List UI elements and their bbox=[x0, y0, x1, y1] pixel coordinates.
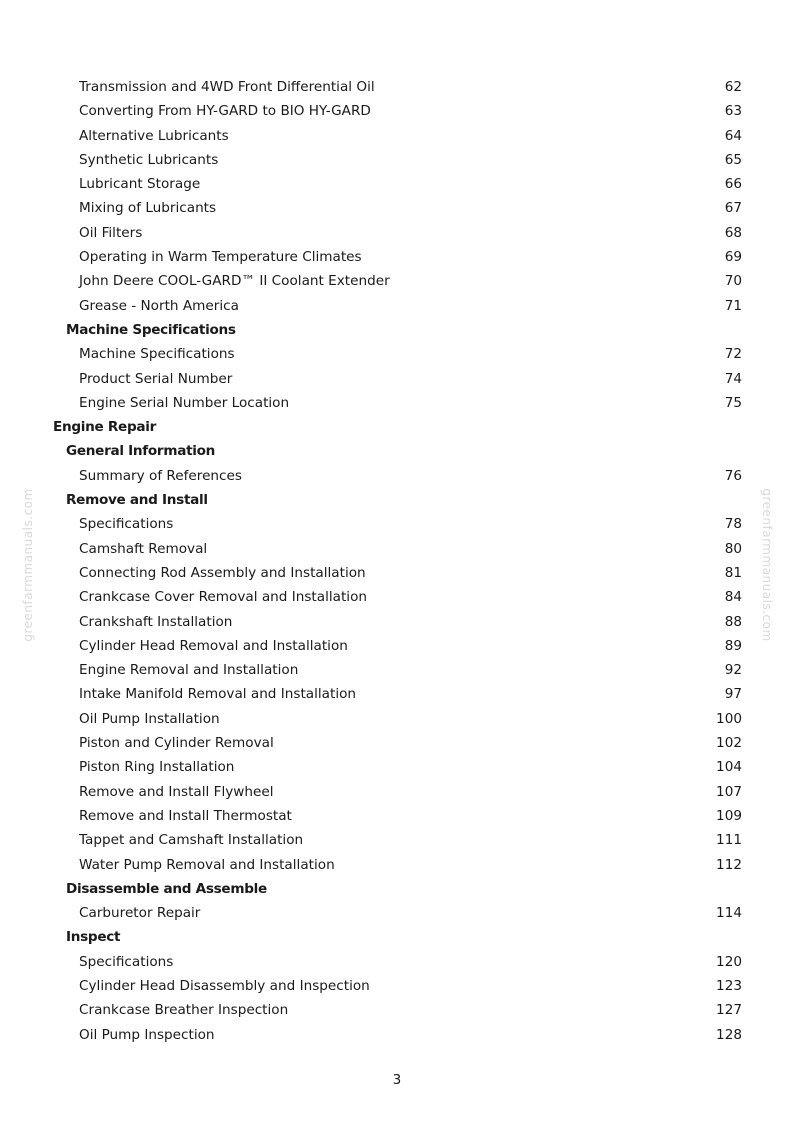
toc-entry-page-number: 97 bbox=[724, 686, 742, 703]
toc-entry[interactable] bbox=[0, 755, 794, 779]
toc-section-heading[interactable] bbox=[0, 439, 794, 463]
toc-entry[interactable] bbox=[0, 391, 794, 415]
toc-entry-page-number: 72 bbox=[724, 346, 742, 363]
toc-entry-title: Cylinder Head Disassembly and Inspection bbox=[79, 977, 370, 994]
toc-entry-page-number: 80 bbox=[724, 540, 742, 557]
toc-entry[interactable] bbox=[0, 731, 794, 755]
toc-entry[interactable] bbox=[0, 221, 794, 245]
toc-entry-title: Summary of References bbox=[79, 467, 242, 484]
toc-entry-page-number: 63 bbox=[724, 103, 742, 120]
toc-entry[interactable] bbox=[0, 1023, 794, 1047]
toc-entry-title: Inspect bbox=[66, 929, 121, 946]
toc-entry[interactable] bbox=[0, 245, 794, 269]
toc-entry-page-number: 104 bbox=[716, 759, 742, 776]
toc-section-heading[interactable] bbox=[0, 488, 794, 512]
toc-entry-page-number: 76 bbox=[724, 467, 742, 484]
toc-entry[interactable] bbox=[0, 901, 794, 925]
toc-entry-title: Crankcase Breather Inspection bbox=[79, 1002, 289, 1019]
toc-entry-page-number: 70 bbox=[724, 273, 742, 290]
toc-entry-page-number: 92 bbox=[724, 662, 742, 679]
toc-entry[interactable] bbox=[0, 342, 794, 366]
toc-entry-page-number: 69 bbox=[724, 249, 742, 266]
toc-entry[interactable] bbox=[0, 950, 794, 974]
toc-section-heading[interactable] bbox=[0, 318, 794, 342]
toc-entry-page-number: 62 bbox=[724, 79, 742, 95]
toc-entry-page-number: 114 bbox=[716, 905, 742, 922]
toc-entry[interactable] bbox=[0, 658, 794, 682]
toc-entry[interactable] bbox=[0, 148, 794, 172]
table-of-contents bbox=[0, 75, 794, 1047]
toc-entry-title: Disassemble and Assemble bbox=[66, 880, 267, 897]
toc-entry[interactable] bbox=[0, 124, 794, 148]
toc-entry-title: Specifications bbox=[79, 516, 174, 533]
toc-entry[interactable] bbox=[0, 99, 794, 123]
watermark-right: greenfarmmanuals.com bbox=[760, 488, 774, 642]
toc-entry-title: Engine Removal and Installation bbox=[79, 662, 299, 679]
toc-entry-page-number: 127 bbox=[716, 1002, 742, 1019]
toc-entry-page-number: 67 bbox=[724, 200, 742, 217]
toc-entry-page-number: 78 bbox=[724, 516, 742, 533]
toc-entry-title: Oil Pump Inspection bbox=[79, 1026, 215, 1043]
toc-entry[interactable] bbox=[0, 585, 794, 609]
toc-entry-title: Grease - North America bbox=[79, 297, 239, 314]
toc-entry-title: Transmission and 4WD Front Differential Oil bbox=[79, 79, 375, 95]
toc-entry[interactable] bbox=[0, 707, 794, 731]
toc-entry-title: General Information bbox=[66, 443, 216, 460]
toc-entry-page-number: 68 bbox=[724, 224, 742, 241]
toc-entry-title: Alternative Lubricants bbox=[79, 127, 229, 144]
toc-entry-page-number: 109 bbox=[716, 807, 742, 824]
toc-entry-title: Converting From HY-GARD to BIO HY-GARD bbox=[79, 103, 371, 120]
toc-entry-title: Piston Ring Installation bbox=[79, 759, 235, 776]
toc-entry-title: Product Serial Number bbox=[79, 370, 233, 387]
toc-entry-page-number: 75 bbox=[724, 394, 742, 411]
toc-section-heading[interactable] bbox=[0, 877, 794, 901]
toc-entry-page-number: 102 bbox=[716, 735, 742, 752]
toc-entry-page-number: 66 bbox=[724, 176, 742, 193]
toc-entry-title: Machine Specifications bbox=[66, 321, 236, 338]
toc-entry[interactable] bbox=[0, 172, 794, 196]
toc-entry-title: Synthetic Lubricants bbox=[79, 151, 219, 168]
toc-entry-page-number: 81 bbox=[724, 564, 742, 581]
toc-entry-title: John Deere COOL-GARD™ II Coolant Extender bbox=[79, 273, 390, 290]
toc-entry-page-number: 107 bbox=[716, 783, 742, 800]
toc-entry-page-number: 64 bbox=[724, 127, 742, 144]
toc-entry-page-number: 112 bbox=[716, 856, 742, 873]
toc-entry[interactable] bbox=[0, 610, 794, 634]
toc-entry-title: Piston and Cylinder Removal bbox=[79, 735, 274, 752]
toc-entry-title: Water Pump Removal and Installation bbox=[79, 856, 335, 873]
toc-entry[interactable] bbox=[0, 537, 794, 561]
toc-entry-title: Machine Specifications bbox=[79, 346, 235, 363]
toc-entry-title: Engine Repair bbox=[53, 419, 157, 436]
toc-entry-title: Operating in Warm Temperature Climates bbox=[79, 249, 362, 266]
toc-entry[interactable] bbox=[0, 561, 794, 585]
toc-entry-title: Lubricant Storage bbox=[79, 176, 201, 193]
toc-entry[interactable] bbox=[0, 269, 794, 293]
toc-entry[interactable] bbox=[0, 196, 794, 220]
toc-entry-page-number: 65 bbox=[724, 151, 742, 168]
toc-entry-title: Remove and Install bbox=[66, 492, 208, 509]
toc-entry-title: Cylinder Head Removal and Installation bbox=[79, 637, 348, 654]
toc-entry[interactable] bbox=[0, 853, 794, 877]
toc-entry-page-number: 100 bbox=[716, 710, 742, 727]
toc-entry[interactable] bbox=[0, 367, 794, 391]
toc-entry[interactable] bbox=[0, 512, 794, 536]
toc-entry[interactable] bbox=[0, 828, 794, 852]
toc-entry-title: Mixing of Lubricants bbox=[79, 200, 217, 217]
toc-entry-title: Camshaft Removal bbox=[79, 540, 208, 557]
toc-entry-page-number: 89 bbox=[724, 637, 742, 654]
toc-entry[interactable] bbox=[0, 998, 794, 1022]
toc-entry[interactable] bbox=[0, 682, 794, 706]
toc-entry-title: Connecting Rod Assembly and Installation bbox=[79, 564, 366, 581]
toc-entry[interactable] bbox=[0, 75, 794, 99]
toc-entry-title: Tappet and Camshaft Installation bbox=[79, 832, 304, 849]
toc-entry[interactable] bbox=[0, 804, 794, 828]
toc-entry-title: Crankcase Cover Removal and Installation bbox=[79, 589, 368, 606]
toc-entry-title: Remove and Install Thermostat bbox=[79, 807, 292, 824]
toc-entry-page-number: 74 bbox=[724, 370, 742, 387]
toc-entry-title: Carburetor Repair bbox=[79, 905, 201, 922]
toc-entry-title: Remove and Install Flywheel bbox=[79, 783, 274, 800]
toc-entry-title: Oil Pump Installation bbox=[79, 710, 220, 727]
toc-entry-title: Engine Serial Number Location bbox=[79, 394, 290, 411]
toc-entry-page-number: 120 bbox=[716, 953, 742, 970]
toc-entry-page-number: 128 bbox=[716, 1026, 742, 1043]
toc-entry-page-number: 71 bbox=[724, 297, 742, 314]
toc-section-heading[interactable] bbox=[0, 925, 794, 949]
toc-entry-page-number: 84 bbox=[724, 589, 742, 606]
toc-entry[interactable] bbox=[0, 634, 794, 658]
toc-entry-page-number: 123 bbox=[716, 977, 742, 994]
toc-entry-title: Crankshaft Installation bbox=[79, 613, 233, 630]
toc-entry-title: Specifications bbox=[79, 953, 174, 970]
toc-entry[interactable] bbox=[0, 464, 794, 488]
toc-entry-title: Oil Filters bbox=[79, 224, 143, 241]
page-number: 3 bbox=[392, 1072, 402, 1088]
toc-section-heading[interactable] bbox=[0, 415, 794, 439]
toc-entry-title: Intake Manifold Removal and Installation bbox=[79, 686, 357, 703]
toc-entry[interactable] bbox=[0, 294, 794, 318]
toc-entry-page-number: 111 bbox=[716, 832, 742, 849]
watermark-left: greenfarmmanuals.com bbox=[21, 488, 35, 642]
toc-entry[interactable] bbox=[0, 974, 794, 998]
toc-entry-page-number: 88 bbox=[724, 613, 742, 630]
toc-entry[interactable] bbox=[0, 780, 794, 804]
